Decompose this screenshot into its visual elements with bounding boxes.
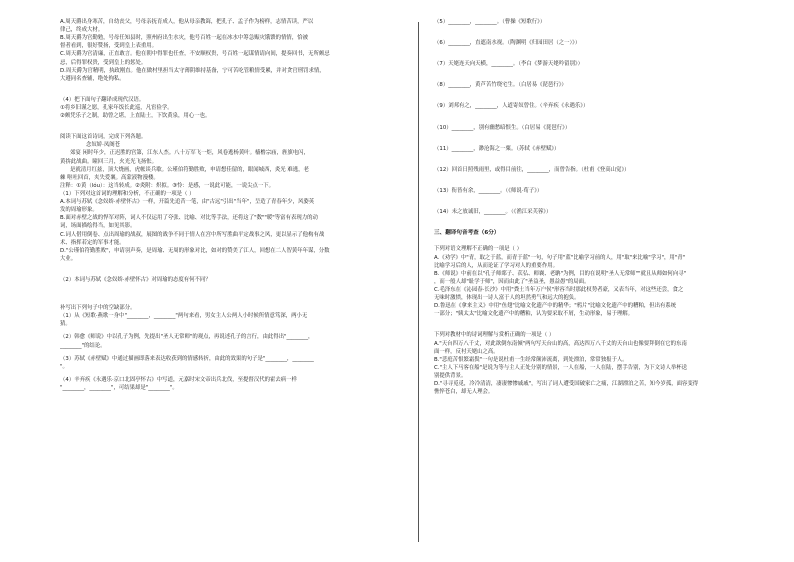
text-line: D.周天爵为官精明，执政刚直。他在做村里担当太守薄阴维持基备，宁可苦吃管粮情受累，并对贪官刑罚求情， — [60, 67, 325, 74]
question-title: （4）把下面句子翻译成现代汉语。 — [60, 96, 145, 103]
fill-line: "________，________"，可结果却是"________"。 — [60, 384, 178, 391]
fill-line: "。 — [60, 363, 68, 370]
fill-line: （8）________，黄芦苦竹绕宅生。（白居易《琵琶行》） — [434, 82, 567, 89]
fill-line: （11）________，渺沧海之一粟。（苏轼《赤壁赋》） — [434, 145, 560, 152]
left-column — [60, 18, 412, 546]
option-line: 比喻学习后的人，从而论证了学习对人的重要作用。 — [434, 262, 558, 269]
text-line: 律己，终成大材。 — [60, 27, 104, 34]
option-line: 别提供背景。 — [434, 373, 467, 380]
fill-line: （5）________，________。（曹操《短歌行》） — [434, 19, 546, 25]
poem-line: 郊宴 闲时年少，正迟胜的宫第，江东人杰。八十万军飞一炬，风卷逃杨黄叶。樯橹宗庙，旌旗电闪， — [70, 150, 309, 157]
options-block — [434, 254, 786, 319]
option-line: 词，场面描绘得当，如见其影。 — [60, 223, 136, 230]
fill-line: （10）________，别有幽愁暗恨生。（白居易《琵琶行》） — [434, 124, 571, 131]
notes-line: 注释：①黄（lóu）：这当转成。②炎附：炽拟。③怜：是感，一说此可能，一说尖点一下。 — [60, 182, 275, 189]
question-title: （1）下列对这首词的理解和分析，不正确的一项是（ ） — [60, 190, 195, 197]
fill-line: （12）回首日照残雨里，或得目前往，________，而曾告指。（杜甫《登高山觉》） — [434, 166, 630, 173]
option-line: B."悲庭苦恨繁霜鬓"一句是说杜甫一生经常颠沛流离，到处漂泊，常常独报于人。 — [434, 356, 628, 363]
question-title: 下列对教材中的诗词理解与赏析正确的一项是（ ） — [434, 332, 555, 339]
text-line: 督者看到，很好赞扬，受到皇上表重用。 — [60, 43, 158, 50]
fill-line: （2）韩愈《师说》中以孔子为例，先提出"圣人无常师"的观点，再说述孔子的言行，由此得出"________， — [60, 334, 314, 341]
fill-line: 猜。 — [60, 321, 71, 328]
option-line: 面一样，反衬天姥山之高。 — [434, 348, 499, 355]
poem-line: 黄拚此战曲。瞳回三月，火光光飞扬怅。 — [60, 158, 158, 165]
option-line: D.鲁迅在《拿来主义》中用"鱼翅"比喻文化遗产中的精华；"鸦片"比喻文化遗产中的糟粕，但出有系统 — [434, 303, 677, 310]
option-line: 大业。 — [60, 255, 77, 262]
option-line: 发的周瑜形象。 — [60, 207, 98, 214]
fill-line: （1）从《短歌·燕歌一身中"________，________"两句来看，男女主人公两人小时候所情意笃深，两小无 — [60, 313, 308, 320]
question-title: 下列对语文理解不正确的一项是（ ） — [434, 246, 522, 253]
fill-line: （9）刘邦有之，________，人道寄奴曾住。（辛弃疾《永遇乐》） — [434, 103, 589, 110]
option-line: C."主人下马客在船"是说为等与主人正处分别的情景，一人在船，一人在陆，摆手告别，为下文诗人举杯送 — [434, 364, 688, 371]
option-line: 无味时激愤，体现出一诗人富于人的坦然勇气和远大的抱负。 — [434, 295, 580, 302]
option-line: 憔悴苍白，却无人理会。 — [434, 389, 494, 396]
option-line: C.毛泽东在《沁园春·长沙》中用"粪土当年万户侯"形容当时那此权势者豪，又表当年，对这些还尝，食之 — [434, 287, 684, 294]
option-line: D."寻寻觅觅，冷冷清清，凄凄惨惨戚戚"，写出了词人遭受国破家亡之痛，江湖漂泊之苦，知今岁孤，面容变得 — [434, 381, 699, 388]
text-line: 忌，后得罪权贵，受到皇上的惩处。 — [60, 59, 147, 66]
poem-section — [60, 133, 412, 263]
section-intro: 阅读下面这首诗词，完成下列各题。 — [60, 134, 147, 141]
fill-line: （7）天姥连天向天横，________。（李白《梦游天姥吟留别》） — [434, 61, 583, 68]
options-block — [434, 340, 786, 397]
fill-line: ________"的结论。 — [60, 342, 106, 349]
text-line: A.周天爵出身寒苦，自幼丧父，号母亲抚育成人，他从母亲教诲，把孔子、孟子作为榜样，志情苦读，严以 — [60, 19, 314, 25]
fill-line: （4）辛弃疾《永遇乐·京口北固亭怀古》中写道，元嘉时宋文帝出兵北伐，至提督汉代的霍去病一样 — [60, 376, 297, 383]
option-line: ，而一般人却"耻学于师"，因而由此了"圣益圣，愚益愚"的局面。 — [434, 278, 590, 285]
fill-in-block — [434, 18, 786, 216]
fill-in-block — [60, 312, 412, 392]
passage-options-block — [60, 18, 412, 83]
option-line: C.词人借用倒卷、点出周瑜的战叔，展图的战争不同于情人在宫中所写胜曲平定战事之风，更以显示了他构有战 — [60, 231, 325, 238]
text-line: ①将乡旧谨之愿，孔家年饭长此巡，凡宦俭学。 — [60, 104, 173, 111]
option-line: 术、指挥若定的军事才能。 — [60, 239, 125, 246]
option-line: 一部分；"姨太太"比喻文化遗产中的糟粕，认为要采取不屑，生动形象，易于理解。 — [434, 311, 634, 318]
option-line: B.《师说》中前在以"孔子师郯子、苌弘、师襄、老聃"为例，目的在说明"圣人无常师""就且从师如何向寻" — [434, 270, 687, 277]
column-divider — [418, 22, 419, 542]
option-line: A.《劝学》中"青，取之于蓝，而青于蓝"一句，句子用"蓝"比喻学习前的人，用"取"来比喻"学习"，用"青" — [434, 254, 686, 261]
option-line: A.本词与苏轼《念奴娇·赤壁怀古》一样，开篇先追昔一笔，由"古远"引出"当年"，呈造了青春年少，风姿英 — [60, 199, 315, 206]
option-line: A."天台四万八千丈，对此欲倒东南倾"两句写天台山的高，高达四万八千丈的天台山也像要拜倒在它的东南 — [434, 340, 687, 347]
text-line: 大遵同名查辅，绝处徇私。 — [60, 75, 125, 82]
translation-question — [60, 96, 412, 120]
section-heading: 三、翻译句音考查（6分） — [434, 230, 500, 237]
text-line: C.周天爵为官清廉，正直敢言。他在朝中得罪也任查，不安顺权贵，号百姓一起谋情请向间，提奏回书，无所颇忌 — [60, 51, 330, 58]
text-line: ②颇凭乐子之制，助曾之堪，上直陆土，下饮黄泉，用心一也。 — [60, 113, 211, 120]
fill-line: （3）苏轼《赤壁赋》中通过描画即落来表达收获到的情感转折，由此的效果的句子是"________，________ — [60, 355, 314, 362]
question-title: （2）本词与苏轼《念奴娇·赤壁怀古》对周瑜的态度有何不同？ — [60, 276, 211, 283]
option-line: D."公瑾伯符勤胜败"，申请羽声奏，是周瑜、无周的形象对比，如对的赞美了江人，回想在二人智黄年年谋，分数 — [60, 247, 330, 254]
poem-title: 念奴娇·凤阁苍 — [86, 142, 121, 149]
poem-line: 棘 呕吐回首，夹失爱襄。高蒙液物漫楼。 — [60, 174, 159, 181]
text-line: B.周天爵为官勤勉，号母任知县时，照州府出生水灾，他号百姓一起在冰水中筹急赈灾饿馈的情情，恰被 — [60, 35, 308, 42]
option-line: B.面对赤壁之战的悍军对阵，词人不仅运用了夸张、比喻、对比等手法，还将这了"数""暖"等富有表现力的动 — [60, 215, 318, 222]
fill-line: （14）未之放诚旧，________。（《渔江采芙蓉》） — [434, 208, 552, 215]
right-column — [434, 18, 786, 546]
fill-line: （13）衔皆有余，________。（《师说·荀子》） — [434, 187, 543, 194]
poem-line: 是就清月红兹，顶大烧画，虎帐谈兵歇。公瑾伯符勤胜败，申请想佳留的，眼闻城西，炎光 难逃，老 — [70, 166, 309, 173]
question-title: 补写出下列句子中的空缺部分。 — [60, 305, 136, 312]
fill-line: （6）________，直遮南水视。（陶渊明《归园田居（之一）》） — [434, 40, 581, 47]
